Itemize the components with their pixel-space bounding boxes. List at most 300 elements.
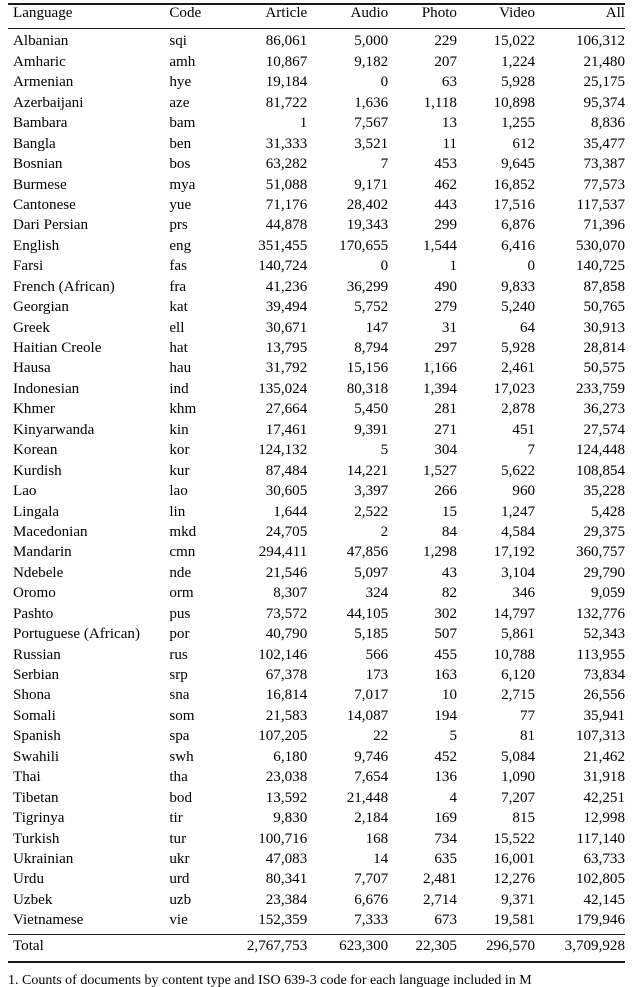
table-row bbox=[8, 791, 625, 811]
cell-article: 19,184 bbox=[265, 74, 308, 91]
table-row bbox=[8, 709, 625, 729]
cell-video: 815 bbox=[512, 810, 536, 827]
total-video: 296,570 bbox=[486, 937, 536, 954]
cell-video: 5,928 bbox=[501, 74, 536, 91]
cell-code: tha bbox=[169, 769, 188, 786]
cell-code: pus bbox=[169, 605, 191, 622]
cell-audio: 5,185 bbox=[354, 626, 389, 643]
cell-code: kur bbox=[169, 462, 190, 479]
cell-all: 117,537 bbox=[576, 196, 625, 213]
table-row bbox=[8, 586, 625, 606]
cell-video: 16,001 bbox=[493, 850, 536, 867]
cell-article: 23,038 bbox=[265, 769, 308, 786]
cell-code: hat bbox=[169, 340, 188, 356]
cell-video: 81 bbox=[519, 728, 536, 745]
cell-all: 77,573 bbox=[583, 176, 625, 193]
cell-all: 21,462 bbox=[583, 748, 625, 765]
cell-photo: 31 bbox=[441, 319, 457, 336]
cell-code: amh bbox=[169, 53, 196, 70]
total-row bbox=[8, 936, 625, 961]
cell-all: 8,836 bbox=[591, 115, 625, 132]
cell-audio: 9,746 bbox=[354, 748, 389, 765]
cell-article: 30,605 bbox=[265, 483, 308, 500]
cell-audio: 324 bbox=[365, 585, 389, 602]
table-row bbox=[8, 321, 625, 341]
cell-photo: 462 bbox=[434, 176, 457, 193]
cell-language: Lao bbox=[13, 483, 37, 500]
cell-article: 17,461 bbox=[265, 421, 308, 438]
cell-language: Portuguese (African) bbox=[13, 626, 140, 643]
cell-audio: 5,097 bbox=[354, 564, 389, 581]
cell-article: 1,644 bbox=[273, 503, 308, 520]
cell-language: Macedonian bbox=[13, 523, 88, 540]
total-audio: 623,300 bbox=[339, 937, 389, 954]
cell-all: 117,140 bbox=[576, 830, 625, 847]
column-header-language: Language bbox=[13, 5, 73, 21]
cell-video: 7 bbox=[527, 442, 536, 459]
total-photo: 22,305 bbox=[415, 937, 457, 954]
cell-all: 530,070 bbox=[575, 237, 625, 254]
cell-code: khm bbox=[169, 401, 197, 418]
cell-article: 6,180 bbox=[273, 748, 308, 765]
cell-code: ukr bbox=[169, 850, 190, 867]
cell-audio: 7,333 bbox=[354, 912, 389, 929]
cell-language: Hausa bbox=[13, 360, 51, 377]
cell-code: eng bbox=[169, 237, 192, 254]
cell-audio: 2,522 bbox=[354, 503, 389, 520]
cell-code: hau bbox=[169, 360, 192, 377]
cell-photo: 443 bbox=[434, 196, 457, 213]
cell-language: Vietnamese bbox=[13, 912, 84, 929]
cell-code: cmn bbox=[169, 544, 196, 561]
cell-video: 14,797 bbox=[493, 605, 536, 622]
cell-all: 29,790 bbox=[583, 564, 625, 581]
cell-code: kor bbox=[169, 442, 190, 459]
column-header-audio: Audio bbox=[350, 5, 389, 21]
cell-all: 108,854 bbox=[575, 462, 625, 479]
cell-video: 5,861 bbox=[501, 626, 536, 643]
cell-article: 47,083 bbox=[265, 850, 308, 867]
cell-language: Farsi bbox=[13, 258, 44, 275]
cell-language: Spanish bbox=[13, 728, 61, 745]
cell-language: Ukrainian bbox=[13, 850, 74, 867]
cell-language: Indonesian bbox=[13, 380, 80, 397]
cell-language: Amharic bbox=[13, 53, 66, 70]
cell-language: Kurdish bbox=[13, 462, 62, 479]
cell-audio: 5,752 bbox=[354, 299, 389, 316]
cell-audio: 1,636 bbox=[354, 94, 389, 111]
cell-photo: 453 bbox=[434, 156, 457, 173]
table-row bbox=[8, 893, 625, 913]
cell-video: 64 bbox=[519, 319, 536, 336]
cell-all: 106,312 bbox=[575, 33, 625, 50]
cell-article: 87,484 bbox=[265, 462, 308, 479]
cell-code: bod bbox=[169, 789, 192, 806]
cell-video: 9,371 bbox=[501, 891, 536, 908]
table-row bbox=[8, 137, 625, 157]
table-body bbox=[8, 34, 625, 933]
cell-code: nde bbox=[169, 564, 192, 581]
cell-all: 42,251 bbox=[583, 789, 625, 806]
cell-video: 3,104 bbox=[501, 564, 536, 581]
cell-photo: 43 bbox=[441, 564, 457, 581]
cell-language: Kinyarwanda bbox=[13, 421, 95, 438]
table-row bbox=[8, 96, 625, 116]
total-all: 3,709,928 bbox=[564, 937, 625, 954]
cell-language: Bosnian bbox=[13, 156, 63, 173]
table-row bbox=[8, 811, 625, 831]
cell-article: 80,341 bbox=[265, 871, 308, 888]
cell-photo: 302 bbox=[434, 605, 457, 622]
cell-video: 77 bbox=[519, 707, 536, 724]
column-header-photo: Photo bbox=[421, 5, 457, 21]
cell-all: 35,941 bbox=[583, 707, 625, 724]
cell-article: 27,664 bbox=[265, 401, 308, 418]
cell-article: 40,790 bbox=[265, 626, 308, 643]
cell-audio: 0 bbox=[380, 74, 389, 91]
cell-audio: 36,299 bbox=[346, 278, 389, 295]
cell-language: Bambara bbox=[13, 115, 68, 132]
cell-video: 9,833 bbox=[501, 278, 536, 295]
table-row bbox=[8, 729, 625, 749]
cell-audio: 5,450 bbox=[354, 401, 389, 418]
cell-code: lao bbox=[169, 483, 188, 500]
cell-all: 21,480 bbox=[583, 53, 625, 70]
header-row bbox=[8, 6, 625, 28]
cell-article: 10,867 bbox=[265, 53, 308, 70]
table-row bbox=[8, 872, 625, 892]
table-head bbox=[8, 3, 625, 34]
cell-photo: 194 bbox=[434, 707, 457, 724]
cell-video: 960 bbox=[512, 483, 536, 500]
cell-audio: 3,521 bbox=[354, 135, 389, 152]
table-row bbox=[8, 832, 625, 852]
cell-all: 50,575 bbox=[583, 360, 625, 377]
cell-photo: 15 bbox=[441, 503, 457, 520]
cell-video: 451 bbox=[512, 421, 536, 438]
cell-article: 16,814 bbox=[265, 687, 308, 704]
cell-language: Georgian bbox=[13, 299, 69, 316]
language-counts-table bbox=[8, 3, 625, 964]
cell-video: 5,622 bbox=[501, 462, 536, 479]
cell-code: yue bbox=[169, 196, 192, 213]
cell-all: 35,228 bbox=[583, 483, 625, 500]
cell-all: 27,574 bbox=[583, 421, 625, 438]
cell-language: Urdu bbox=[13, 871, 45, 888]
cell-all: 113,955 bbox=[576, 646, 625, 663]
cell-video: 612 bbox=[512, 135, 536, 152]
cell-language: Armenian bbox=[13, 74, 74, 91]
table-row bbox=[8, 382, 625, 402]
cell-audio: 47,856 bbox=[346, 544, 389, 561]
column-header-code: Code bbox=[169, 5, 202, 21]
cell-photo: 11 bbox=[442, 135, 457, 152]
total-code bbox=[169, 936, 224, 961]
cell-all: 124,448 bbox=[575, 442, 625, 459]
cell-audio: 566 bbox=[365, 646, 389, 663]
cell-article: 102,146 bbox=[258, 646, 308, 663]
cell-article: 63,282 bbox=[265, 156, 308, 173]
cell-audio: 44,105 bbox=[346, 605, 389, 622]
cell-code: mkd bbox=[169, 523, 197, 540]
cell-photo: 163 bbox=[434, 667, 457, 683]
cell-all: 9,059 bbox=[591, 585, 625, 602]
cell-all: 42,145 bbox=[583, 891, 625, 908]
cell-language: Azerbaijani bbox=[13, 94, 84, 111]
cell-audio: 7,567 bbox=[354, 115, 389, 132]
cell-code: ell bbox=[169, 319, 185, 336]
cell-all: 73,387 bbox=[583, 156, 625, 173]
cell-code: por bbox=[169, 626, 190, 643]
cell-audio: 2 bbox=[380, 523, 389, 540]
cell-all: 28,814 bbox=[583, 340, 625, 356]
cell-audio: 19,343 bbox=[346, 217, 389, 234]
cell-language: Russian bbox=[13, 646, 61, 663]
total-article: 2,767,753 bbox=[246, 937, 308, 954]
cell-language: English bbox=[13, 237, 60, 254]
cell-audio: 170,655 bbox=[339, 237, 389, 254]
cell-photo: 452 bbox=[434, 748, 457, 765]
cell-language: Uzbek bbox=[13, 891, 53, 908]
cell-code: fra bbox=[169, 278, 187, 295]
table-foot bbox=[8, 934, 625, 964]
cell-article: 73,572 bbox=[265, 605, 308, 622]
cell-language: Greek bbox=[13, 319, 50, 336]
cell-video: 17,516 bbox=[493, 196, 536, 213]
cell-all: 36,273 bbox=[583, 401, 625, 418]
cell-article: 21,546 bbox=[265, 564, 308, 581]
table-row bbox=[8, 34, 625, 54]
cell-photo: 5 bbox=[449, 728, 457, 745]
cell-code: orm bbox=[169, 585, 194, 602]
bottom-rule-row bbox=[8, 961, 625, 964]
cell-all: 35,477 bbox=[583, 135, 625, 152]
cell-video: 10,788 bbox=[493, 646, 536, 663]
cell-all: 63,733 bbox=[583, 850, 625, 867]
cell-language: Serbian bbox=[13, 667, 60, 683]
cell-all: 12,998 bbox=[583, 810, 625, 827]
table-row bbox=[8, 157, 625, 177]
cell-article: 107,205 bbox=[258, 728, 308, 745]
table-row bbox=[8, 750, 625, 770]
cell-photo: 10 bbox=[441, 687, 457, 704]
cell-photo: 63 bbox=[441, 74, 457, 91]
table-row bbox=[8, 607, 625, 627]
cell-all: 87,858 bbox=[583, 278, 625, 295]
cell-all: 71,396 bbox=[583, 217, 625, 234]
cell-audio: 14 bbox=[373, 850, 389, 867]
cell-audio: 15,156 bbox=[346, 360, 389, 377]
cell-audio: 173 bbox=[365, 667, 389, 683]
cell-video: 5,240 bbox=[501, 299, 536, 316]
cell-video: 346 bbox=[512, 585, 536, 602]
cell-all: 26,556 bbox=[583, 687, 625, 704]
cell-code: aze bbox=[169, 94, 190, 111]
cell-article: 31,792 bbox=[265, 360, 308, 377]
cell-photo: 1 bbox=[449, 258, 457, 275]
cell-video: 6,416 bbox=[501, 237, 536, 254]
cell-video: 12,276 bbox=[493, 871, 536, 888]
cell-article: 23,384 bbox=[265, 891, 308, 908]
cell-photo: 136 bbox=[434, 769, 457, 786]
cell-audio: 9,391 bbox=[354, 421, 389, 438]
cell-code: hye bbox=[169, 74, 192, 91]
cell-audio: 14,221 bbox=[346, 462, 389, 479]
cell-article: 1 bbox=[299, 115, 308, 132]
cell-all: 31,918 bbox=[583, 769, 625, 786]
cell-language: Thai bbox=[13, 769, 41, 786]
cell-video: 2,715 bbox=[501, 687, 536, 704]
cell-photo: 279 bbox=[434, 299, 457, 316]
table-row bbox=[8, 178, 625, 198]
cell-audio: 9,182 bbox=[354, 53, 389, 70]
cell-all: 50,765 bbox=[583, 299, 625, 316]
table-row bbox=[8, 280, 625, 300]
cell-all: 30,913 bbox=[583, 319, 625, 336]
cell-article: 9,830 bbox=[273, 810, 308, 827]
cell-language: Swahili bbox=[13, 748, 60, 765]
table-row bbox=[8, 198, 625, 218]
cell-photo: 507 bbox=[434, 626, 457, 643]
cell-video: 1,224 bbox=[501, 53, 536, 70]
cell-language: Khmer bbox=[13, 401, 55, 418]
cell-code: rus bbox=[169, 646, 188, 663]
cell-article: 24,705 bbox=[265, 523, 308, 540]
cell-article: 13,592 bbox=[265, 789, 308, 806]
cell-article: 294,411 bbox=[258, 544, 308, 561]
cell-article: 8,307 bbox=[273, 585, 308, 602]
cell-code: prs bbox=[169, 217, 188, 234]
cell-language: Cantonese bbox=[13, 196, 76, 213]
table-row bbox=[8, 341, 625, 361]
bottom-rule bbox=[8, 961, 625, 964]
cell-all: 140,725 bbox=[575, 258, 625, 275]
cell-article: 351,455 bbox=[258, 237, 308, 254]
cell-article: 41,236 bbox=[265, 278, 308, 295]
cell-audio: 14,087 bbox=[346, 707, 389, 724]
table-row bbox=[8, 361, 625, 381]
cell-audio: 147 bbox=[365, 319, 389, 336]
cell-article: 21,583 bbox=[265, 707, 308, 724]
cell-code: lin bbox=[169, 503, 186, 520]
cell-all: 73,834 bbox=[583, 667, 625, 683]
cell-all: 179,946 bbox=[575, 912, 625, 929]
cell-all: 233,759 bbox=[575, 380, 625, 397]
cell-code: bam bbox=[169, 115, 196, 132]
table-row bbox=[8, 852, 625, 872]
cell-audio: 2,184 bbox=[354, 810, 389, 827]
cell-article: 135,024 bbox=[258, 380, 308, 397]
cell-audio: 80,318 bbox=[346, 380, 389, 397]
cell-photo: 673 bbox=[434, 912, 457, 929]
cell-code: kin bbox=[169, 421, 189, 438]
cell-language: Somali bbox=[13, 707, 56, 724]
cell-audio: 28,402 bbox=[346, 196, 389, 213]
cell-audio: 6,676 bbox=[354, 891, 389, 908]
table-row bbox=[8, 464, 625, 484]
cell-video: 0 bbox=[527, 258, 536, 275]
table-caption: 1. Counts of documents by content type and ISO 639-3 code for each language included in M bbox=[8, 973, 532, 987]
cell-language: Oromo bbox=[13, 585, 56, 602]
cell-language: French (African) bbox=[13, 278, 115, 295]
table-row bbox=[8, 423, 625, 443]
table-row bbox=[8, 300, 625, 320]
cell-language: Bangla bbox=[13, 135, 56, 152]
cell-video: 6,876 bbox=[501, 217, 536, 234]
cell-code: fas bbox=[169, 258, 187, 275]
cell-video: 1,247 bbox=[501, 503, 536, 520]
cell-code: tur bbox=[169, 830, 187, 847]
cell-code: mya bbox=[169, 176, 196, 193]
table-row bbox=[8, 566, 625, 586]
cell-audio: 7,654 bbox=[354, 769, 389, 786]
table-row bbox=[8, 627, 625, 647]
cell-language: Burmese bbox=[13, 176, 67, 193]
cell-code: vie bbox=[169, 912, 188, 929]
cell-photo: 304 bbox=[434, 442, 457, 459]
cell-code: bos bbox=[169, 156, 191, 173]
cell-video: 5,084 bbox=[501, 748, 536, 765]
cell-video: 9,645 bbox=[501, 156, 536, 173]
cell-language: Korean bbox=[13, 442, 58, 459]
cell-language: Turkish bbox=[13, 830, 60, 847]
cell-article: 81,722 bbox=[265, 94, 308, 111]
table-row bbox=[8, 75, 625, 95]
cell-code: kat bbox=[169, 299, 188, 316]
table-row bbox=[8, 770, 625, 790]
cell-photo: 1,298 bbox=[423, 544, 457, 561]
table-row bbox=[8, 116, 625, 136]
cell-code: tir bbox=[169, 810, 183, 827]
cell-code: spa bbox=[169, 728, 190, 745]
cell-all: 29,375 bbox=[583, 523, 625, 540]
cell-video: 16,852 bbox=[493, 176, 536, 193]
cell-audio: 7,017 bbox=[354, 687, 389, 704]
cell-photo: 455 bbox=[434, 646, 457, 663]
cell-audio: 9,171 bbox=[354, 176, 389, 193]
cell-photo: 271 bbox=[434, 421, 457, 438]
cell-audio: 8,794 bbox=[354, 340, 389, 356]
cell-audio: 7 bbox=[380, 156, 389, 173]
cell-article: 44,878 bbox=[265, 217, 308, 234]
cell-code: uzb bbox=[169, 891, 192, 908]
cell-article: 30,671 bbox=[265, 319, 308, 336]
cell-photo: 1,118 bbox=[423, 94, 457, 111]
cell-photo: 281 bbox=[434, 401, 457, 418]
cell-all: 360,757 bbox=[575, 544, 625, 561]
table-row bbox=[8, 688, 625, 708]
cell-code: som bbox=[169, 707, 195, 724]
table-row bbox=[8, 484, 625, 504]
cell-photo: 2,481 bbox=[423, 871, 457, 888]
cell-language: Haitian Creole bbox=[13, 340, 102, 356]
cell-video: 1,090 bbox=[501, 769, 536, 786]
cell-language: Pashto bbox=[13, 605, 54, 622]
cell-article: 39,494 bbox=[265, 299, 308, 316]
cell-audio: 21,448 bbox=[346, 789, 389, 806]
table-row bbox=[8, 525, 625, 545]
cell-code: ind bbox=[169, 380, 189, 397]
cell-video: 19,581 bbox=[493, 912, 536, 929]
cell-code: ben bbox=[169, 135, 192, 152]
cell-photo: 490 bbox=[434, 278, 457, 295]
cell-language: Ndebele bbox=[13, 564, 64, 581]
cell-video: 15,522 bbox=[493, 830, 536, 847]
cell-all: 25,175 bbox=[583, 74, 625, 91]
cell-article: 71,176 bbox=[265, 196, 308, 213]
cell-photo: 4 bbox=[449, 789, 457, 806]
cell-photo: 1,166 bbox=[423, 360, 457, 377]
